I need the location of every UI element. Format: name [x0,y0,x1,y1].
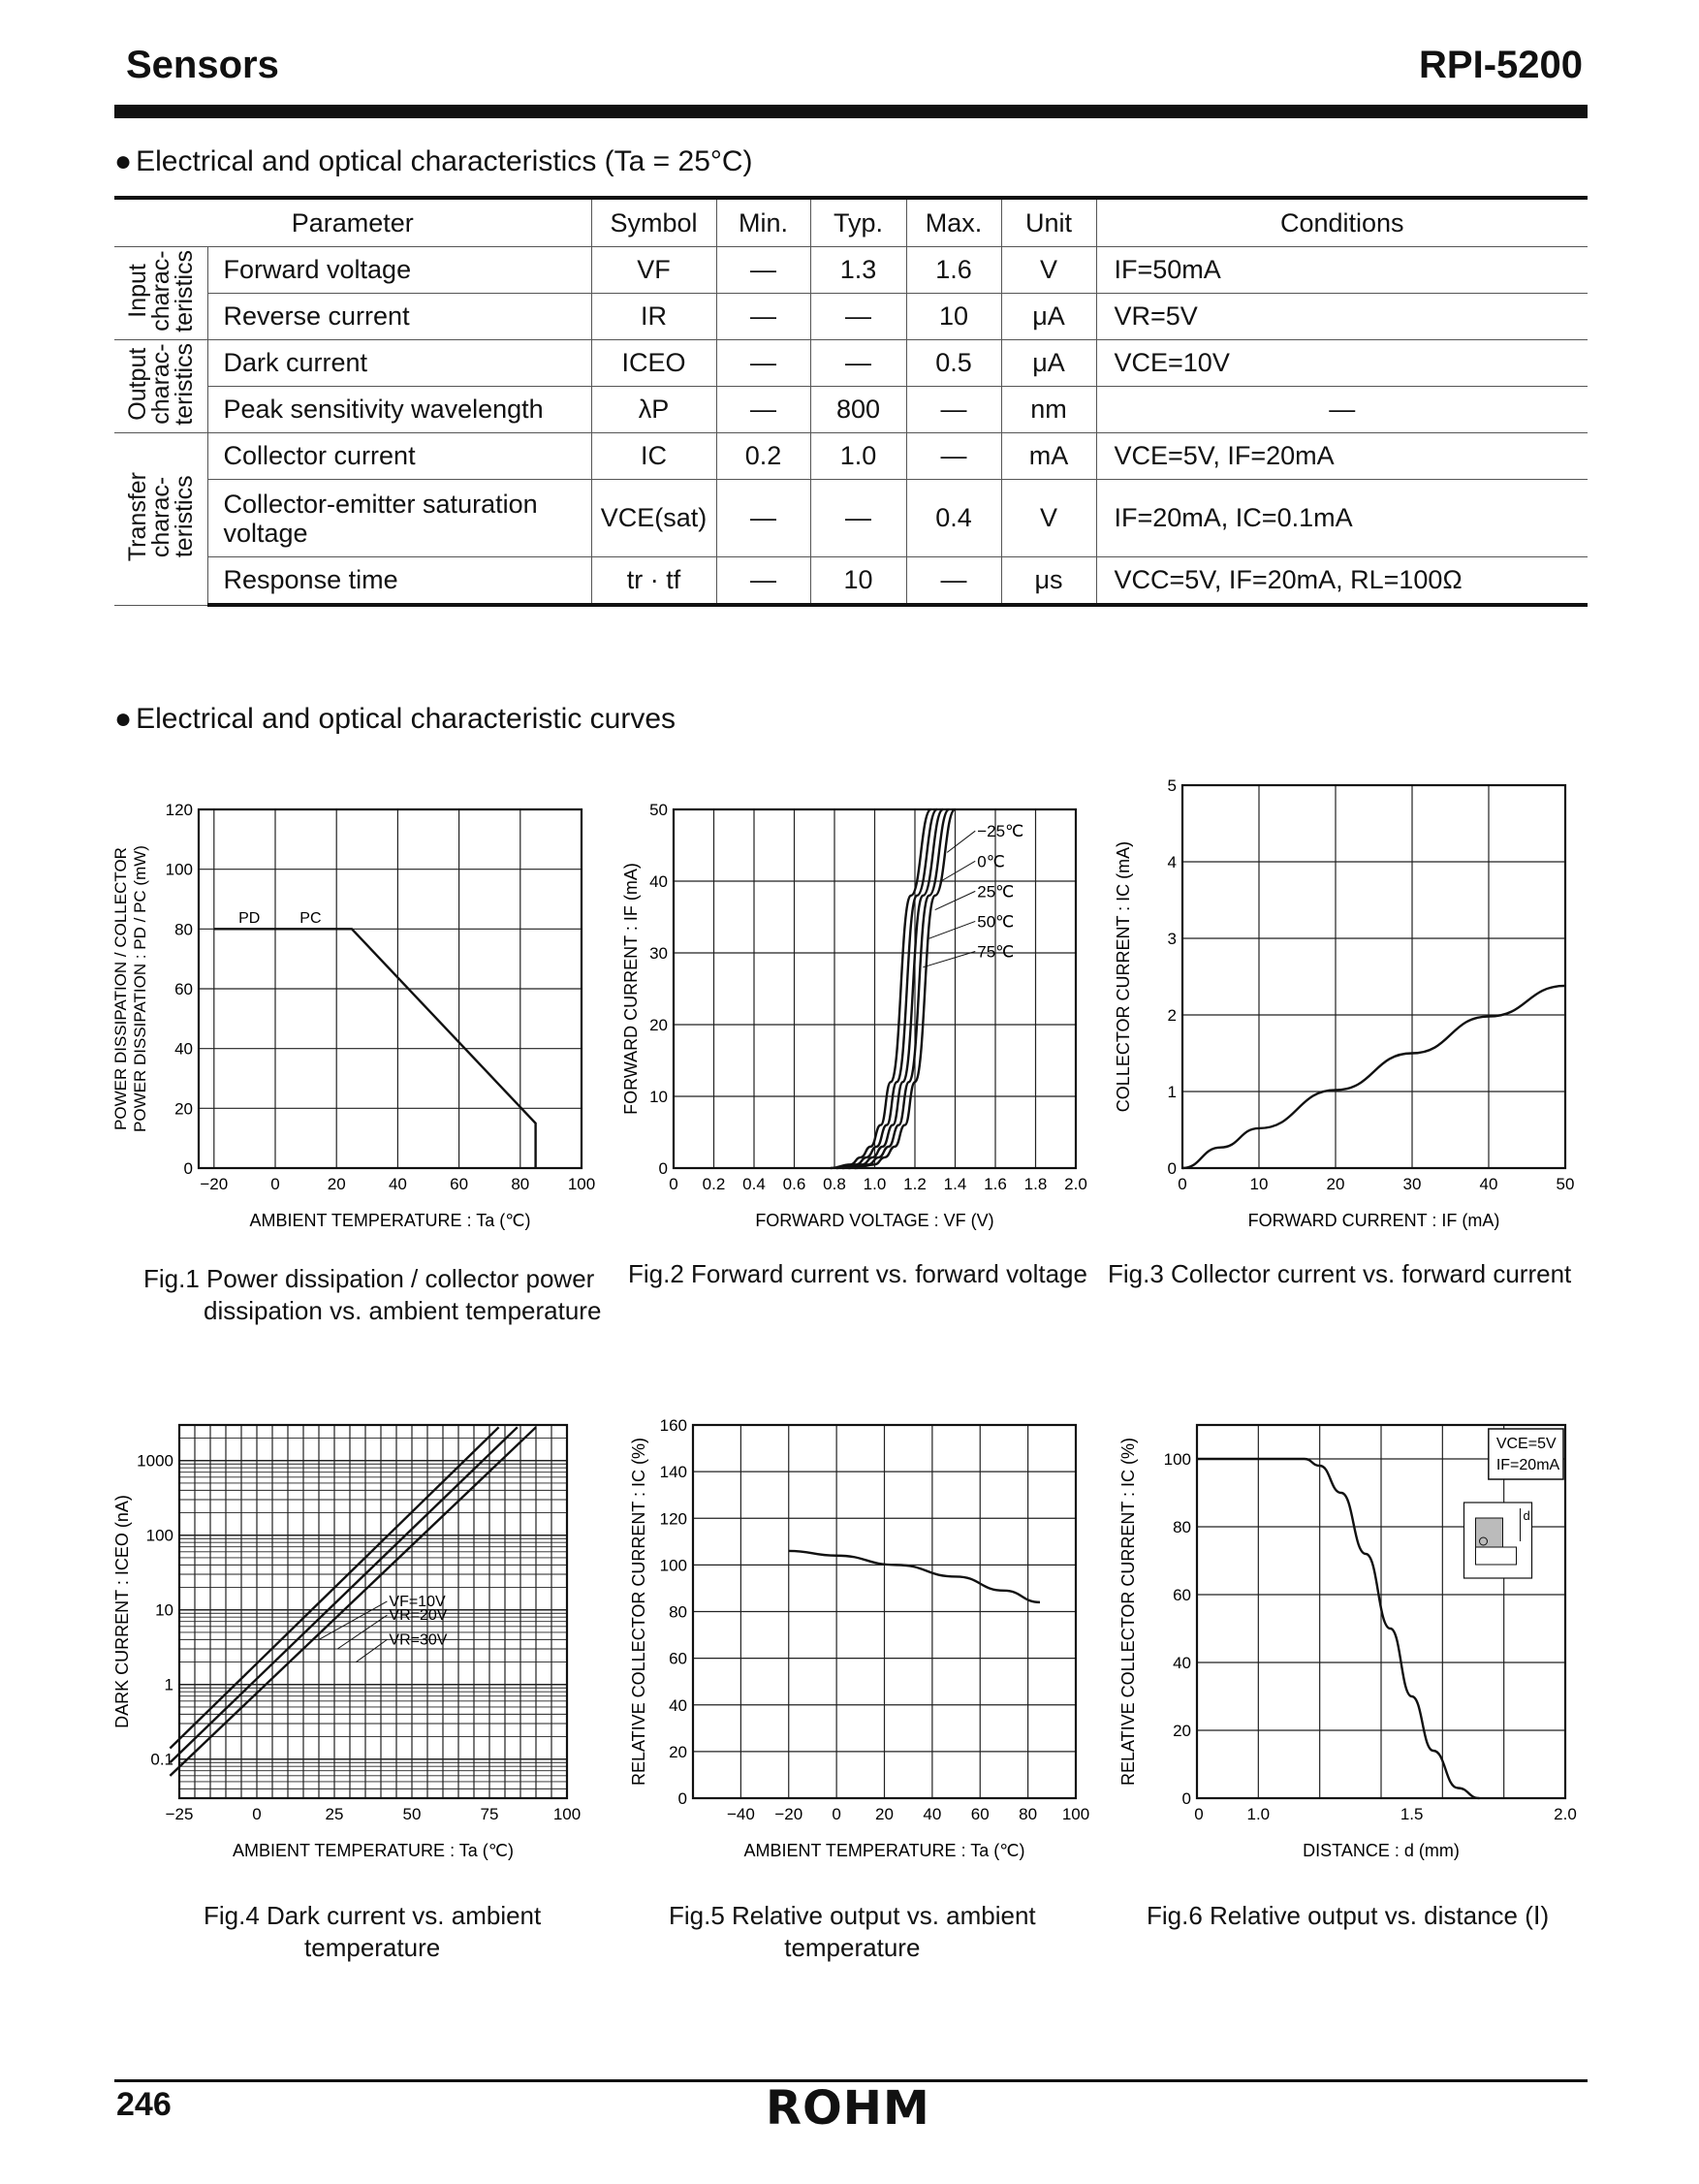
x-tick-label: 2.0 [1064,1175,1087,1193]
x-axis-label: AMBIENT TEMPERATURE : Ta (℃) [743,1841,1025,1860]
y-tick-label: 60 [174,980,193,998]
x-tick-label: 80 [1019,1805,1038,1823]
y-tick-label: 5 [1167,776,1177,795]
y-tick-label: 10 [649,1088,668,1106]
legend-label: 25℃ [977,882,1015,902]
group-output: Output charac- teristics [114,340,207,433]
header-section-title: Sensors [126,44,279,86]
y-tick-label: 100 [165,860,193,879]
page-number: 246 [116,2086,172,2123]
x-tick-label: 0.8 [823,1175,846,1193]
x-tick-label: 100 [567,1175,596,1193]
y-tick-label: 0 [183,1159,193,1178]
y-tick-label: 30 [649,944,668,963]
curves-section-title: ● Electrical and optical characteristic curves [114,703,676,736]
legend-leader [923,952,975,967]
caption-fig5: Fig.5 Relative output vs. ambient temperature [669,1901,1036,1962]
table-section-title: ● Electrical and optical characteristics (Ta = 25°C) [114,145,753,178]
y-axis-label: FORWARD CURRENT : IF (mA) [621,863,641,1115]
y-tick-label: 1 [164,1675,173,1694]
x-tick-label: 1.4 [943,1175,967,1193]
table-header-row [114,198,1588,247]
x-tick-label: 0 [1178,1175,1187,1193]
y-tick-label: 100 [1163,1450,1191,1469]
plot-frame [1182,785,1565,1168]
x-tick-label: 1.5 [1400,1805,1424,1823]
y-tick-label: 10 [155,1600,173,1620]
y-tick-label: 0 [1181,1789,1191,1808]
table-row: Input charac- teristics Forward voltage VF — 1.3 1.6 V IF=50mA [114,247,1588,294]
col-header-typ: Typ. [810,198,906,247]
x-tick-label: 1.6 [984,1175,1007,1193]
x-tick-label: −25 [165,1805,194,1823]
legend-leader [929,921,976,938]
table-row: Collector-emitter saturation voltage VCE(sat) — — 0.4 V IF=20mA, IC=0.1mA [114,480,1588,557]
x-tick-label: 75 [480,1805,499,1823]
legend-label: VR=30V [389,1631,448,1649]
x-tick-label: 25 [325,1805,344,1823]
x-tick-label: 60 [450,1175,469,1193]
header-part-number: RPI-5200 [1419,44,1583,86]
group-transfer: Transfer charac- teristics [114,433,207,606]
table-row: Reverse current IR — — 10 μA VR=5V [114,294,1588,340]
x-tick-label: 1.0 [863,1175,887,1193]
series-line [831,809,931,1168]
y-tick-label: 100 [145,1526,173,1545]
x-tick-label: 20 [875,1805,894,1823]
x-tick-label: 40 [923,1805,942,1823]
x-tick-label: 0 [832,1805,841,1823]
y-tick-label: 120 [165,801,193,819]
x-tick-label: 0.2 [702,1175,726,1193]
x-tick-label: 50 [402,1805,422,1823]
col-header-min: Min. [716,198,810,247]
legend-label: −25℃ [977,822,1024,841]
legend-leader [319,1601,387,1639]
x-axis-label: AMBIENT TEMPERATURE : Ta (℃) [233,1841,514,1860]
y-tick-label: 50 [649,801,668,819]
col-header-conditions: Conditions [1096,198,1588,247]
series-annotation: PD [238,910,261,928]
legend-label: VCE=5V [1495,1436,1557,1452]
y-tick-label: 140 [659,1463,687,1482]
x-tick-label: −20 [200,1175,229,1193]
y-tick-label: 60 [1173,1586,1191,1604]
y-tick-label: 0 [1167,1159,1177,1178]
x-axis-label: FORWARD CURRENT : IF (mA) [1247,1211,1500,1230]
chart-fig1 [107,775,601,1241]
legend-label: VF=10V [389,1593,446,1610]
col-header-parameter: Parameter [114,198,591,247]
x-tick-label: 20 [327,1175,346,1193]
y-axis-label: POWER DISSIPATION / COLLECTOR [111,847,130,1130]
series-line [1197,1459,1479,1798]
col-header-unit: Unit [1001,198,1096,247]
chart-fig3 [1105,775,1589,1241]
y-tick-label: 80 [174,920,193,939]
y-tick-label: 100 [659,1556,687,1575]
y-tick-label: 20 [174,1099,193,1119]
legend-label: 0℃ [977,852,1005,871]
y-tick-label: 0 [677,1789,687,1808]
legend-label: 50℃ [977,912,1015,932]
y-tick-label: 20 [669,1742,687,1761]
table-row: Transfer charac- teristics Collector current IC 0.2 1.0 — mA VCE=5V, IF=20mA [114,433,1588,480]
chart-fig2 [615,775,1100,1241]
plot-frame [179,1425,567,1798]
header-rule [114,105,1588,118]
y-tick-label: 120 [659,1509,687,1529]
caption-fig2: Fig.2 Forward current vs. forward voltage [628,1259,1087,1288]
x-tick-label: −40 [726,1805,755,1823]
x-tick-label: 0.6 [782,1175,806,1193]
y-tick-label: 1000 [137,1451,173,1471]
chart-fig6 [1105,1406,1589,1871]
caption-fig3: Fig.3 Collector current vs. forward current [1108,1259,1572,1288]
legend-label: VR=20V [389,1607,448,1625]
x-tick-label: 20 [1326,1175,1345,1193]
x-tick-label: 40 [388,1175,407,1193]
legend-label: 75℃ [977,942,1015,962]
x-tick-label: 10 [1249,1175,1269,1193]
x-tick-label: 100 [1061,1805,1090,1823]
legend-leader [947,831,975,852]
y-axis-label: COLLECTOR CURRENT : IC (mA) [1114,840,1133,1113]
y-tick-label: 40 [669,1695,687,1715]
group-input: Input charac- teristics [114,247,207,340]
caption-fig6: Fig.6 Relative output vs. distance (Ⅰ) [1147,1901,1550,1930]
x-tick-label: 0 [669,1175,678,1193]
x-tick-label: 2.0 [1554,1805,1577,1823]
caption-fig1: Fig.1 Power dissipation / collector power dissipation vs. ambient temperature [143,1264,602,1325]
y-tick-label: 80 [669,1602,687,1622]
table-row: Output charac- teristics Dark current ICEO — — 0.5 μA VCE=10V [114,340,1588,387]
y-tick-label: 40 [649,872,668,891]
y-tick-label: 3 [1167,930,1177,948]
table-row: Response time tr · tf — 10 — μs VCC=5V, IF=20mA, RL=100Ω [114,557,1588,606]
legend-leader [356,1639,387,1662]
y-tick-label: 1 [1167,1083,1177,1101]
y-axis-label: DARK CURRENT : ICEO (nA) [112,1495,132,1728]
y-tick-label: 20 [1173,1722,1191,1740]
series-line [849,809,950,1168]
series-line [1182,986,1565,1168]
y-tick-label: 20 [649,1016,668,1034]
series-annotation: PC [299,910,322,928]
x-tick-label: 60 [970,1805,990,1823]
x-axis-label: DISTANCE : d (mm) [1303,1841,1460,1860]
x-tick-label: 1.2 [903,1175,927,1193]
col-header-max: Max. [906,198,1001,247]
series-line [855,809,956,1168]
x-tick-label: 30 [1402,1175,1422,1193]
series-line [836,809,937,1168]
chart-fig5 [615,1406,1100,1871]
x-tick-label: −20 [774,1805,803,1823]
table-row: Peak sensitivity wavelength λP — 800 — nm — [114,387,1588,433]
series-line [789,1551,1040,1602]
y-axis-label: RELATIVE COLLECTOR CURRENT : IC (%) [629,1437,648,1787]
legend-label: IF=20mA [1495,1457,1560,1473]
caption-fig4: Fig.4 Dark current vs. ambient temperature [204,1901,542,1962]
y-tick-label: 4 [1167,853,1177,871]
rohm-logo: ROHM [766,2081,930,2136]
y-tick-label: 40 [1173,1654,1191,1672]
y-tick-label: 60 [669,1649,687,1668]
x-tick-label: 0.4 [742,1175,766,1193]
characteristics-table [114,196,1588,607]
y-tick-label: 0 [658,1159,668,1178]
x-tick-label: 0 [252,1805,262,1823]
inset-label: d [1523,1508,1530,1523]
y-tick-label: 2 [1167,1006,1177,1025]
series-line [842,809,943,1168]
y-axis-label: POWER DISSIPATION : PD / PC (mW) [131,845,149,1132]
y-axis-label: RELATIVE COLLECTOR CURRENT : IC (%) [1118,1437,1138,1787]
col-header-symbol: Symbol [591,198,716,247]
y-tick-label: 0.1 [150,1750,173,1769]
chart-fig4 [107,1406,601,1871]
x-tick-label: 100 [552,1805,582,1823]
x-axis-label: AMBIENT TEMPERATURE : Ta (℃) [249,1211,531,1230]
x-tick-label: 1.0 [1246,1805,1271,1823]
x-tick-label: 40 [1479,1175,1498,1193]
legend-leader [941,861,975,881]
x-tick-label: 50 [1556,1175,1575,1193]
x-tick-label: 0 [1194,1805,1204,1823]
x-tick-label: 80 [511,1175,530,1193]
x-axis-label: FORWARD VOLTAGE : VF (V) [755,1211,994,1230]
y-tick-label: 160 [659,1416,687,1435]
x-tick-label: 1.8 [1023,1175,1048,1193]
x-tick-label: 0 [270,1175,280,1193]
y-tick-label: 80 [1173,1518,1191,1536]
y-tick-label: 40 [174,1039,193,1059]
